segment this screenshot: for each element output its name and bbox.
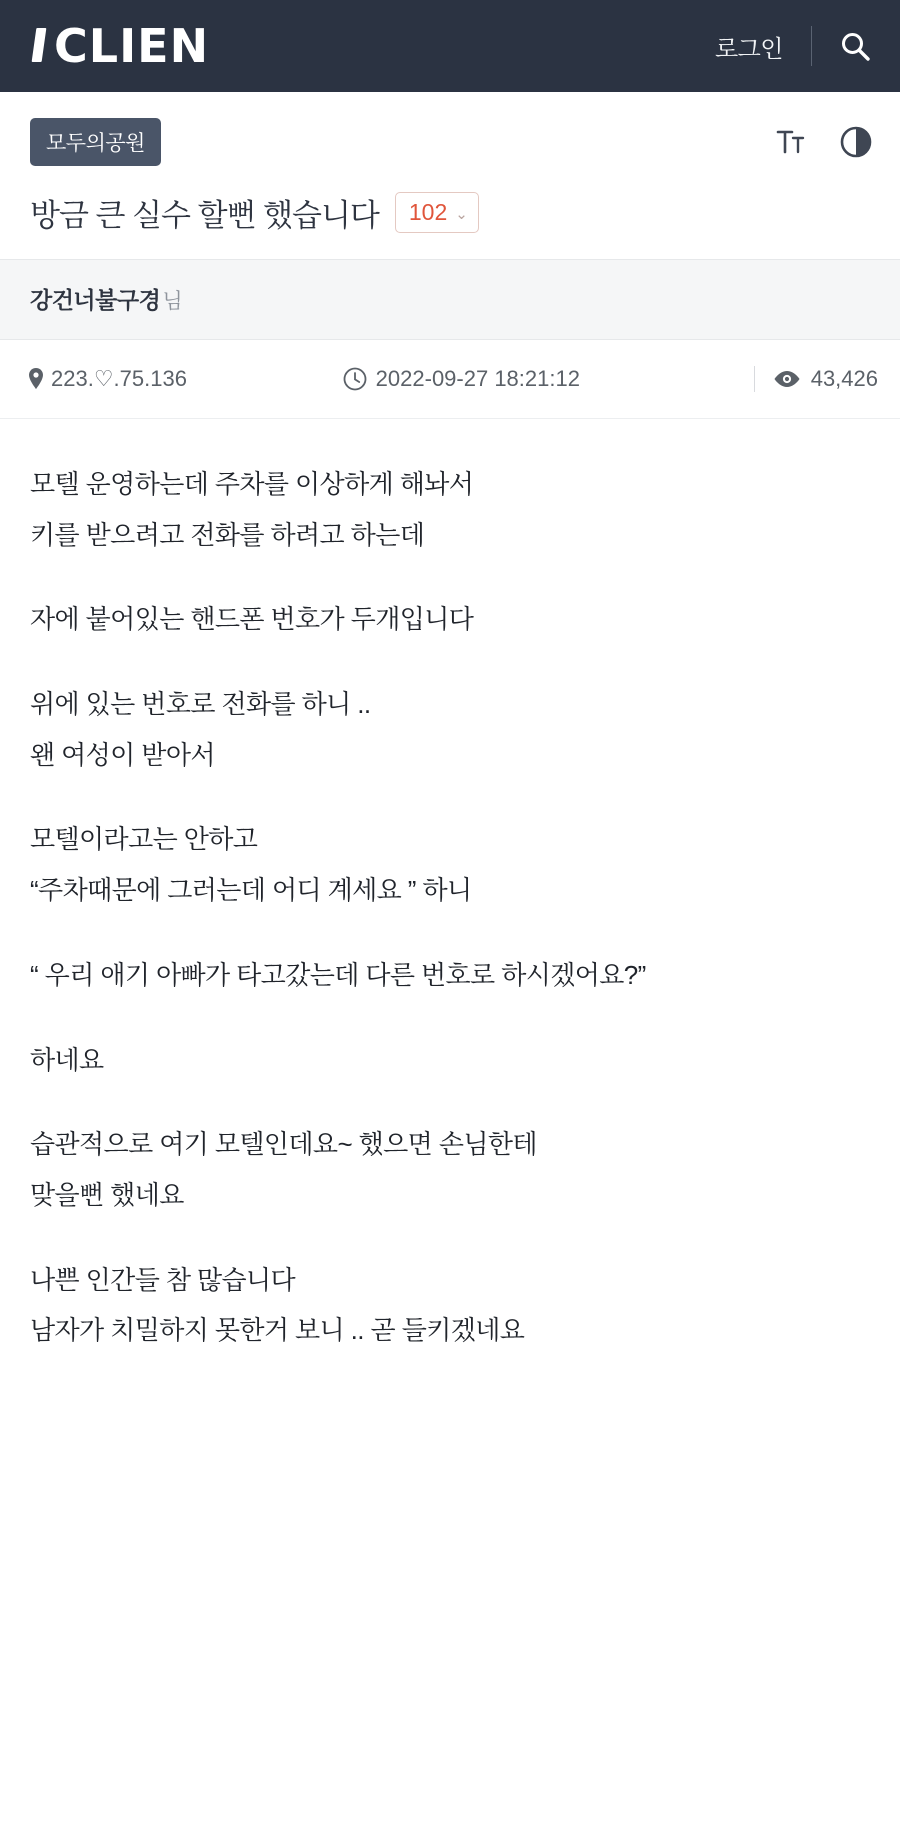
- content-line: “주차때문에 그러는데 어디 계세요 ” 하니: [30, 875, 472, 906]
- author-suffix: 님: [162, 290, 183, 313]
- content-line: 습관적으로 여기 모텔인데요~ 했으면 손님한테: [30, 1129, 537, 1160]
- page-title: 방금 큰 실수 할뻔 했습니다: [30, 198, 379, 233]
- content-line: 왠 여성이 받아서: [30, 739, 215, 770]
- content-line: 자에 붙어있는 핸드폰 번호가 두개입니다: [30, 604, 474, 635]
- post-meta: [0, 340, 900, 419]
- site-header: [0, 0, 900, 92]
- content-paragraph: [30, 950, 870, 1001]
- logo-text: CLIEN: [54, 19, 210, 73]
- view-count: [773, 366, 878, 392]
- content-paragraph: [30, 814, 870, 915]
- header-divider: [811, 26, 812, 66]
- ip-address: [28, 366, 187, 392]
- content-paragraph: [30, 1119, 870, 1220]
- board-bar: [0, 92, 900, 184]
- comment-count: 102: [408, 199, 448, 225]
- content-paragraph: [30, 679, 870, 780]
- content-line: 맞을뻔 했네요: [30, 1179, 184, 1210]
- login-button[interactable]: 로그인: [714, 35, 783, 63]
- content-line: 나쁜 인간들 참 많습니다: [30, 1264, 296, 1295]
- post-title-row: [0, 184, 900, 259]
- author-nickname[interactable]: 강건너불구경: [30, 287, 161, 313]
- logo-bar-icon: [32, 28, 47, 62]
- comment-count-chip[interactable]: [395, 192, 479, 233]
- content-paragraph: [30, 594, 870, 645]
- content-line: 키를 받으려고 전화를 하려고 하는데: [30, 519, 425, 550]
- content-line: 하네요: [30, 1044, 104, 1075]
- meta-divider: [754, 366, 755, 392]
- location-pin-icon: [28, 367, 44, 391]
- content-paragraph: [30, 1035, 870, 1086]
- content-line: 남자가 치밀하지 못한거 보니 .. 곧 들키겠네요: [30, 1315, 525, 1346]
- contrast-circle-icon[interactable]: [840, 126, 872, 158]
- chevron-down-icon: ⌄: [455, 205, 468, 223]
- board-tools: [776, 126, 872, 158]
- content-paragraph: [30, 459, 870, 560]
- date-text: 2022-09-27 18:21:12: [375, 366, 580, 391]
- content-line: “ 우리 애기 아빠가 타고갔는데 다른 번호로 하시겠어요?”: [30, 959, 646, 990]
- content-paragraph: [30, 1255, 870, 1356]
- clock-icon: [343, 367, 367, 391]
- board-name-tag[interactable]: 모두의공원: [30, 118, 161, 166]
- view-count-text: 43,426: [810, 366, 878, 391]
- content-line: 모텔이라고는 안하고: [30, 824, 258, 855]
- search-icon[interactable]: [838, 29, 872, 63]
- content-line: 위에 있는 번호로 전화를 하니 ..: [30, 689, 371, 720]
- content-line: 모텔 운영하는데 주차를 이상하게 해놔서: [30, 469, 474, 499]
- post-content: [0, 419, 900, 1416]
- text-size-icon[interactable]: [776, 128, 806, 156]
- author-box: [0, 260, 900, 340]
- clien-logo[interactable]: [34, 19, 209, 73]
- header-actions: [715, 26, 872, 66]
- ip-text: 223.♡.75.136: [51, 366, 187, 391]
- eye-icon: [773, 369, 801, 389]
- post-date: [187, 366, 736, 392]
